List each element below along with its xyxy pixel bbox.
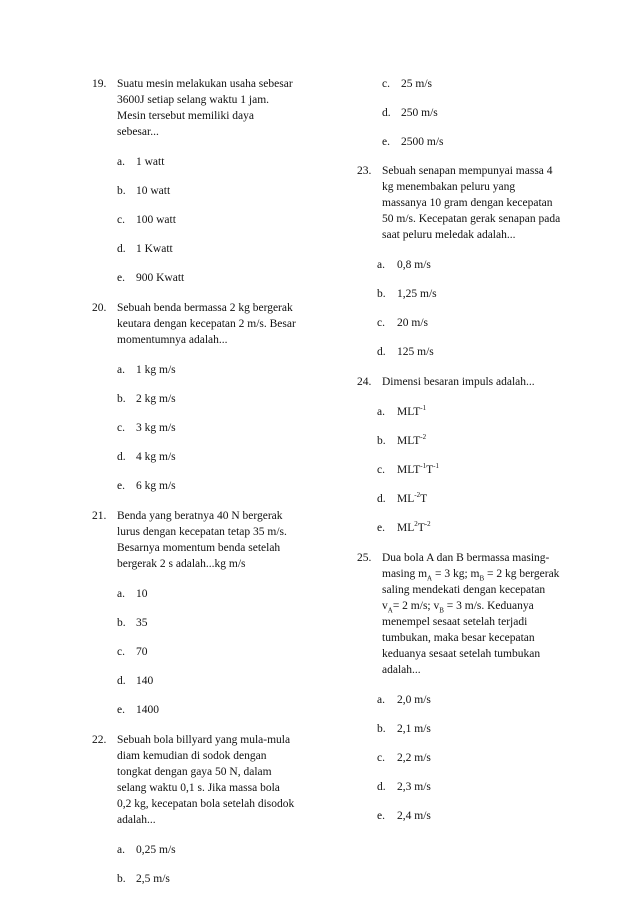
option-text: 1 Kwatt [136,243,173,255]
option-letter: d. [117,451,126,463]
option-letter: b. [117,617,126,629]
option-e[interactable]: e. $ML^2T^{-2}$ [377,520,431,534]
option-letter: a. [377,694,385,706]
option-letter: d. [377,346,386,358]
option-b[interactable] [117,615,312,631]
option-letter: d. [117,675,126,687]
option-c[interactable] [117,212,312,228]
question-text: Dimensi besaran impuls adalah... [382,376,535,388]
option-letter: d. [382,107,391,119]
option-letter: e. [117,272,125,284]
option-d[interactable] [117,673,312,689]
option-d[interactable] [117,241,312,257]
option-text: 2,2 m/s [397,752,431,764]
option-a[interactable] [117,586,312,602]
option-letter: b. [377,288,386,300]
option-text: 100 watt [136,214,176,226]
option-text: 3 kg m/s [136,422,176,434]
option-letter: b. [117,185,126,197]
option-e[interactable] [117,478,312,494]
option-letter: a. [117,844,125,856]
question-22 [92,732,312,887]
question-21 [92,508,312,718]
option-letter: b. [117,873,126,885]
option-text: 2,0 m/s [397,694,431,706]
option-letter: a. [117,588,125,600]
option-text: 20 m/s [397,317,428,329]
question-number: 19. [92,78,107,90]
option-d[interactable] [377,779,577,795]
question-text: Sebuah benda bermassa 2 kg bergerak keutara dengan kecepatan 2 m/s. Besar momentumnya adalah... [117,302,296,346]
option-letter: c. [377,752,385,764]
option-d[interactable] [382,105,577,121]
option-text: 1400 [136,704,159,716]
left-column [92,76,312,901]
option-text: $MLT^{-1}T^{-1}$ [397,462,439,476]
question-22-continuation [357,76,577,150]
option-d[interactable]: d. $ML^{-2}T$ [377,491,428,505]
option-letter: e. [117,704,125,716]
option-text: $MLT^{-2}$ [397,433,427,447]
option-d[interactable] [117,449,312,465]
question-19 [92,76,312,286]
option-b[interactable] [117,183,312,199]
option-letter: c. [382,78,390,90]
option-text: 2500 m/s [401,136,444,148]
question-number: 24. [357,376,372,388]
option-text: 125 m/s [397,346,434,358]
question-number: 20. [92,302,107,314]
option-e[interactable] [117,702,312,718]
option-letter: a. [377,259,385,271]
option-c[interactable] [117,644,312,660]
option-letter: b. [377,723,386,735]
right-column [357,76,577,838]
option-text: 250 m/s [401,107,438,119]
option-letter: a. [117,156,125,168]
option-text: 35 [136,617,148,629]
question-text: Benda yang beratnya 40 N bergerak lurus dengan kecepatan tetap 35 m/s. Besarnya momentum benda setelah bergerak 2 s adalah...kg m/s [117,510,287,570]
option-b[interactable] [377,286,577,302]
question-20 [92,300,312,494]
option-text: 0,8 m/s [397,259,431,271]
option-c[interactable] [117,420,312,436]
option-letter: c. [117,422,125,434]
option-text: 2 kg m/s [136,393,176,405]
option-text: 0,25 m/s [136,844,176,856]
option-text: 1 kg m/s [136,364,176,376]
option-c[interactable]: c. $MLT^{-1}T^{-1}$ [377,462,439,476]
option-e[interactable] [382,134,577,150]
question-text: Sebuah bola billyard yang mula-mula diam kemudian di sodok dengan tongkat dengan gaya 50 N, dalam selang waktu 0,1 s. Jika massa bola 0,2 kg, kecepatan bola setelah disodok adalah... [117,734,295,826]
option-text: 1 watt [136,156,165,168]
option-b[interactable] [117,391,312,407]
option-letter: c. [377,317,385,329]
option-text: 140 [136,675,154,687]
question-24 [357,374,577,536]
option-letter: a. [117,364,125,376]
option-text: 10 watt [136,185,171,197]
question-number: 25. [357,552,372,564]
question-number: 22. [92,734,107,746]
option-a[interactable] [117,842,312,858]
option-e[interactable] [117,270,312,286]
option-d[interactable] [377,344,577,360]
option-text: $ML^{-2}T$ [397,491,428,505]
option-text: 2,4 m/s [397,810,431,822]
option-letter: d. [377,781,386,793]
option-letter: e. [382,136,390,148]
question-text: Sebuah senapan mempunyai massa 4 kg menembakan peluru yang massanya 10 gram dengan kecepatan 50 m/s. Kecepatan gerak senapan pada saat peluru meledak adalah... [382,165,561,241]
option-b[interactable]: b. $MLT^{-2}$ [377,433,427,447]
option-c[interactable] [382,76,577,92]
option-text: 1,25 m/s [397,288,437,300]
question-25 [357,550,577,824]
option-text: $MLT^{-1}$ [397,404,427,418]
option-text: 6 kg m/s [136,480,176,492]
option-a[interactable] [377,257,577,273]
question-number: 21. [92,510,107,522]
question-23 [357,163,577,360]
option-text: 2,3 m/s [397,781,431,793]
option-text: 900 Kwatt [136,272,185,284]
option-a[interactable] [117,362,312,378]
question-number: 23. [357,165,372,177]
option-text: $ML^2T^{-2}$ [397,520,431,534]
option-text: 25 m/s [401,78,432,90]
option-letter: e. [377,810,385,822]
option-text: 10 [136,588,148,600]
option-c[interactable] [377,315,577,331]
option-text: 4 kg m/s [136,451,176,463]
option-letter: b. [117,393,126,405]
option-e[interactable] [377,808,577,824]
option-a[interactable] [117,154,312,170]
question-text: Suatu mesin melakukan usaha sebesar 3600J setiap selang waktu 1 jam. Mesin tersebut memiliki daya sebesar... [117,78,293,138]
option-letter: c. [117,214,125,226]
option-letter: c. [117,646,125,658]
option-b[interactable] [117,871,312,887]
option-letter: d. [117,243,126,255]
option-text: 2,5 m/s [136,873,170,885]
option-a[interactable]: a. $MLT^{-1}$ [377,404,427,418]
option-text: 70 [136,646,148,658]
option-c[interactable] [377,750,577,766]
option-a[interactable] [377,692,577,708]
option-b[interactable] [377,721,577,737]
option-text: 2,1 m/s [397,723,431,735]
option-letter: e. [117,480,125,492]
question-text: Dua bola A dan B bermassa masing- masing $m_A = 3$ kg; $m_B = 2$ kg bergerak saling mendekati dengan kecepatan $v_A= 2$ m/s; $v_B = 3$ m/s. Keduanya menempel sesaat setelah terjadi tumbukan, maka besar kecepatan keduanya sesaat setelah tumbukan adalah... [382,552,560,676]
